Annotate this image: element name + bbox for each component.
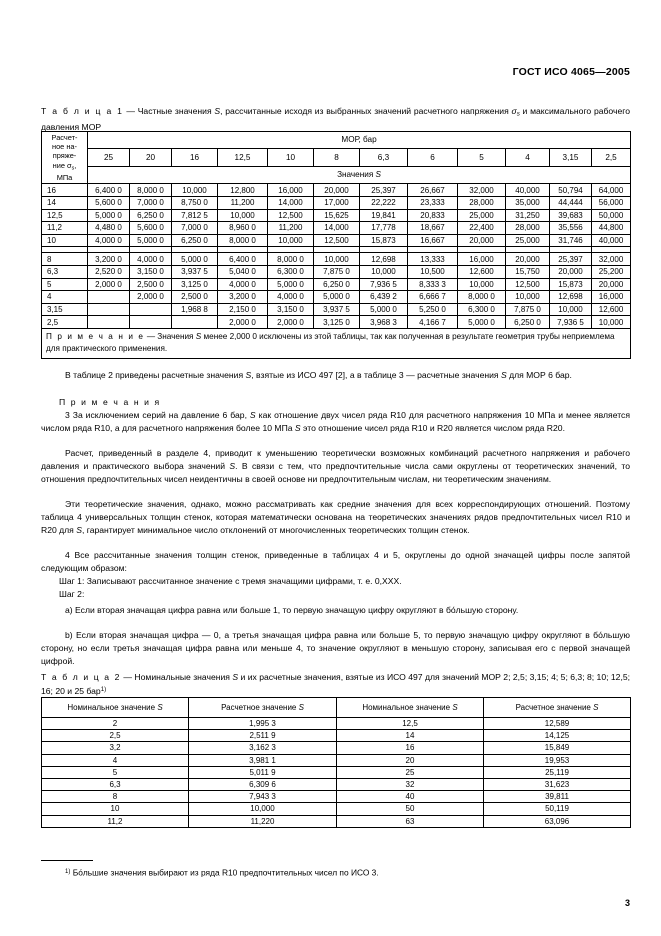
table-row xyxy=(42,253,631,266)
table-row xyxy=(42,766,631,778)
footnote-rule xyxy=(41,860,93,861)
table1-g2-r3-c7: 6,666 7 xyxy=(408,291,458,304)
table1-caption xyxy=(41,105,630,134)
table1-g2-r2-c7: 8,333 3 xyxy=(408,278,458,291)
table-row xyxy=(42,316,631,329)
table2-r1-c2: 14 xyxy=(337,730,484,742)
table1-g1-r1-c10: 44,444 xyxy=(550,196,592,209)
table1-note-text-a: Значения xyxy=(157,331,196,341)
table1-g1-r2-c3: 10,000 xyxy=(218,209,268,222)
table2-r3-c3: 19,953 xyxy=(484,754,631,766)
notes-heading-block xyxy=(41,396,630,409)
table2-r0-c0: 2 xyxy=(42,718,189,730)
table1-g1-r3-c8: 22,400 xyxy=(458,222,506,235)
table1-g2-r2-c2: 3,125 0 xyxy=(172,278,218,291)
table1-g2-r3-c6: 6,439 2 xyxy=(360,291,408,304)
table1-g2-r3-c2: 2,500 0 xyxy=(172,291,218,304)
table1-stub-header xyxy=(42,132,88,184)
table-row xyxy=(42,815,631,827)
table1-g1-r2-stress: 12,5 xyxy=(42,209,88,222)
symbol-s: S xyxy=(245,370,252,380)
table2-r2-c1: 3,162 3 xyxy=(189,742,337,754)
table1-g1-r2-c5: 15,625 xyxy=(314,209,360,222)
table2-r8-c1: 11,220 xyxy=(189,815,337,827)
table2-r5-c0: 6,3 xyxy=(42,778,189,790)
table1-g1-r3-c9: 28,000 xyxy=(506,222,550,235)
table1-g2-r3-c10: 12,698 xyxy=(550,291,592,304)
table-row xyxy=(42,718,631,730)
table1-g2-r5-c2 xyxy=(172,316,218,329)
table1-g2-r3-c0 xyxy=(88,291,130,304)
step-2 xyxy=(41,588,630,601)
table2-r1-c1: 2,511 9 xyxy=(189,730,337,742)
table1-g2-r1-stress: 6,3 xyxy=(42,265,88,278)
table1-g1-r1-c1: 7,000 0 xyxy=(130,196,172,209)
table1-g2-r4-c3: 2,150 0 xyxy=(218,303,268,316)
table1 xyxy=(41,131,630,359)
table2-caption xyxy=(41,671,630,697)
p2-text-a: Расчет, приведенный в разделе 4, приводит к уменьшению теоретически возможных комбинаций расчетного напряжения и рабочего давления и практического выбора значений xyxy=(41,448,630,471)
table1-g1-r2-c6: 19,841 xyxy=(360,209,408,222)
table-row xyxy=(42,278,631,291)
table1-g2-r5-c3: 2,000 0 xyxy=(218,316,268,329)
table1-g1-r2-c4: 12,500 xyxy=(268,209,314,222)
table1-col-head-3: 12,5 xyxy=(218,148,268,166)
table1-g2-r4-c5: 3,937 5 xyxy=(314,303,360,316)
table2-r3-c2: 20 xyxy=(337,754,484,766)
table1-g2-r0-c9: 20,000 xyxy=(506,253,550,266)
table1-caption-text-c: и максимального рабочего давления МОР xyxy=(41,106,630,133)
table1-header-row-mop xyxy=(42,132,631,149)
table2-r6-c3: 39,811 xyxy=(484,791,631,803)
table1-g2-r3-c4: 4,000 0 xyxy=(268,291,314,304)
table1-g2-r3-c1: 2,000 0 xyxy=(130,291,172,304)
table1-g1-r3-stress: 11,2 xyxy=(42,222,88,235)
p1-text-c: для МОР 6 бар. xyxy=(506,370,572,380)
table1-col-head-1: 20 xyxy=(130,148,172,166)
table1-g2-r2-c10: 15,873 xyxy=(550,278,592,291)
table1-g1-r0-c2: 10,000 xyxy=(172,184,218,197)
table2-r8-c0: 11,2 xyxy=(42,815,189,827)
table1-col-head-7: 6 xyxy=(408,148,458,166)
table1-g2-r0-stress: 8 xyxy=(42,253,88,266)
table2-r0-c3: 12,589 xyxy=(484,718,631,730)
table1-g2-r2-c8: 10,000 xyxy=(458,278,506,291)
table1-caption-dash: — xyxy=(123,106,138,116)
table1-g2-r4-c4: 3,150 0 xyxy=(268,303,314,316)
table2-r4-c1: 5,011 9 xyxy=(189,766,337,778)
note3-text-a: 3 За исключением серий на давление 6 бар, xyxy=(65,410,250,420)
table1-g1-r2-c8: 25,000 xyxy=(458,209,506,222)
table1-g2-r2-c11: 20,000 xyxy=(592,278,631,291)
table1-g1-r4-c5: 12,500 xyxy=(314,234,360,247)
table-row xyxy=(42,234,631,247)
note-4 xyxy=(41,549,630,575)
table2-r8-c3: 63,096 xyxy=(484,815,631,827)
table1-g2-r1-c3: 5,040 0 xyxy=(218,265,268,278)
table2-r6-c1: 7,943 3 xyxy=(189,791,337,803)
table1-g2-r1-c7: 10,500 xyxy=(408,265,458,278)
table1-g2-r1-c11: 25,200 xyxy=(592,265,631,278)
table1-g2-r4-c0 xyxy=(88,303,130,316)
table1-g1-r3-c7: 18,667 xyxy=(408,222,458,235)
table1-g2-r4-stress: 3,15 xyxy=(42,303,88,316)
table-row xyxy=(42,222,631,235)
step2-text: Шаг 2: xyxy=(59,589,85,599)
table1-g2-r2-c4: 5,000 0 xyxy=(268,278,314,291)
table2-r2-c2: 16 xyxy=(337,742,484,754)
table1-g2-r5-c0 xyxy=(88,316,130,329)
table1-g2-r1-c5: 7,875 0 xyxy=(314,265,360,278)
table2-col-head-1: Расчетное значение S xyxy=(189,698,337,718)
table1-g2-r1-c4: 6,300 0 xyxy=(268,265,314,278)
symbol-s: S xyxy=(214,106,221,116)
table2-header-row xyxy=(42,698,631,718)
table1-g2-r4-c2: 1,968 8 xyxy=(172,303,218,316)
table1-g2-r1-c9: 15,750 xyxy=(506,265,550,278)
table1-g1-r2-c7: 20,833 xyxy=(408,209,458,222)
table1-col-head-8: 5 xyxy=(458,148,506,166)
p3-text-b: , гарантирует минимальное число отклонений от многочисленных теоретических толщин стенок. xyxy=(81,524,470,535)
table1-g2-r0-c2: 5,000 0 xyxy=(172,253,218,266)
note3-text-c: это отношение чисел ряда R10 и R20 является числом ряда R20. xyxy=(300,422,565,433)
table1-g1-r0-c6: 25,397 xyxy=(360,184,408,197)
table1-g2-r0-c1: 4,000 0 xyxy=(130,253,172,266)
table-row xyxy=(42,209,631,222)
stub-line-4: ние $\sigma_s$, xyxy=(52,160,77,171)
table1-g2-r0-c4: 8,000 0 xyxy=(268,253,314,266)
table1-g2-r1-c0: 2,520 0 xyxy=(88,265,130,278)
table1-g1-r0-c3: 12,800 xyxy=(218,184,268,197)
table1-g1-r0-c8: 32,000 xyxy=(458,184,506,197)
table1-col-head-0: 25 xyxy=(88,148,130,166)
footnote xyxy=(41,866,630,879)
table1-g2-r4-c1 xyxy=(130,303,172,316)
table-row xyxy=(42,184,631,197)
table1-g2-r2-stress: 5 xyxy=(42,278,88,291)
table1-g1-r3-c6: 17,778 xyxy=(360,222,408,235)
table1-g2-r2-c1: 2,500 0 xyxy=(130,278,172,291)
table1-g1-r3-c11: 44,800 xyxy=(592,222,631,235)
table2-r7-c1: 10,000 xyxy=(189,803,337,815)
notes-heading: П р и м е ч а н и я xyxy=(59,397,161,407)
table1-g1-r1-c2: 8,750 0 xyxy=(172,196,218,209)
body-paragraph-2 xyxy=(41,447,630,485)
standard-header: ГОСТ ИСО 4065—2005 xyxy=(512,66,630,78)
p2-text-b: . В связи с тем, что предпочтительные числа сами округлены от теоретических значений, то отношения предпочтительных чисел неидентичны в своей основе ни предпочтительным числам, ни теоретическим значениям. xyxy=(41,460,630,484)
symbol-s: S xyxy=(500,370,507,380)
table1-g1-r1-c0: 5,600 0 xyxy=(88,196,130,209)
step2a-text: а) Если вторая значащая цифра равна или больше 1, то первую значащую цифру округляют в бо́льшую сторону. xyxy=(65,605,519,615)
symbol-s: S xyxy=(249,410,256,420)
table1-col-head-2: 16 xyxy=(172,148,218,166)
table1-mop-title: МОР, бар xyxy=(88,132,631,149)
table1-g1-r4-c2: 6,250 0 xyxy=(172,234,218,247)
table1-g2-r4-c9: 7,875 0 xyxy=(506,303,550,316)
table2-footnote-marker: 1) xyxy=(100,685,107,693)
symbol-sigma-s: $\sigma_s$ xyxy=(511,106,520,118)
table2-r4-c2: 25 xyxy=(337,766,484,778)
table2-r7-c0: 10 xyxy=(42,803,189,815)
table2-r7-c3: 50,119 xyxy=(484,803,631,815)
table1-note-row xyxy=(42,328,631,358)
table1-g1-r3-c0: 4,480 0 xyxy=(88,222,130,235)
table1-g1-r2-c10: 39,683 xyxy=(550,209,592,222)
table1-g2-r5-c11: 10,000 xyxy=(592,316,631,329)
table1-g2-r5-stress: 2,5 xyxy=(42,316,88,329)
table1-g1-r0-c11: 64,000 xyxy=(592,184,631,197)
table1-g1-r3-c1: 5,600 0 xyxy=(130,222,172,235)
table1-g1-r3-c3: 8,960 0 xyxy=(218,222,268,235)
table1-g1-r4-c4: 10,000 xyxy=(268,234,314,247)
table1-g2-r3-c3: 3,200 0 xyxy=(218,291,268,304)
table1-col-head-6: 6,3 xyxy=(360,148,408,166)
table1-g2-r0-c7: 13,333 xyxy=(408,253,458,266)
table-row xyxy=(42,730,631,742)
table-row xyxy=(42,265,631,278)
table1-g1-r2-c1: 6,250 0 xyxy=(130,209,172,222)
table1-g1-r3-c10: 35,556 xyxy=(550,222,592,235)
table1-g2-r3-c8: 8,000 0 xyxy=(458,291,506,304)
step1-text: Шаг 1: Записывают рассчитанное значение с тремя значащими цифрами, т. е. 0,XXX. xyxy=(59,576,402,586)
symbol-s: S xyxy=(294,422,301,433)
table1-g1-r0-c9: 40,000 xyxy=(506,184,550,197)
table2-r4-c0: 5 xyxy=(42,766,189,778)
body-paragraph-1 xyxy=(41,369,630,382)
table1-g1-r1-c5: 17,000 xyxy=(314,196,360,209)
table1-g1-r4-c0: 4,000 0 xyxy=(88,234,130,247)
table1-g1-r3-c2: 7,000 0 xyxy=(172,222,218,235)
table1-values-title: Значения S xyxy=(88,166,631,184)
table-row xyxy=(42,778,631,790)
table1-g1-r0-c4: 16,000 xyxy=(268,184,314,197)
table1-g2-r4-c8: 6,300 0 xyxy=(458,303,506,316)
table1-g2-r2-c5: 6,250 0 xyxy=(314,278,360,291)
table1-g2-r4-c7: 5,250 0 xyxy=(408,303,458,316)
step2b-text: b) Если вторая значащая цифра — 0, а третья значащая цифра равна или больше 5, то первую значащую цифру округляют в бо́льшую сторону, но если третья значащая цифра равна или меньше 4, то значение округляют в меньшую сторону, записывая его с первой значащей цифрой. xyxy=(41,630,630,666)
footnote-marker: 1) xyxy=(65,869,71,875)
table1-g2-r5-c8: 5,000 0 xyxy=(458,316,506,329)
table2-r7-c2: 50 xyxy=(337,803,484,815)
p1-text-a: В таблице 2 приведены расчетные значения xyxy=(65,370,246,380)
stub-line-1: Расчет- xyxy=(51,133,78,142)
table1-g2-r3-c5: 5,000 0 xyxy=(314,291,360,304)
symbol-s: S xyxy=(232,672,239,682)
table1-caption-text-b: , рассчитанные исходя из выбранных значений расчетного напряжения xyxy=(220,106,512,116)
table1-g2-r0-c10: 25,397 xyxy=(550,253,592,266)
stub-line-2: ное на- xyxy=(51,142,77,152)
p3-text-a: Эти теоретические значения, однако, можно рассматривать как средние значения для всех корреспондирующих отношений. Поэтому таблица 4 универсальных толщин стенок, которая математически основана на теоретических значениях рядов предпочтительных чисел R10 и R20 для xyxy=(41,499,630,535)
table1-g2-r0-c11: 32,000 xyxy=(592,253,631,266)
table1-g1-r3-c4: 11,200 xyxy=(268,222,314,235)
table1-g2-r5-c9: 6,250 0 xyxy=(506,316,550,329)
table1-g2-r5-c4: 2,000 0 xyxy=(268,316,314,329)
table1-g1-r1-stress: 14 xyxy=(42,196,88,209)
table1-g2-r1-c2: 3,937 5 xyxy=(172,265,218,278)
symbol-s: S xyxy=(76,524,82,535)
table1-g1-r4-c3: 8,000 0 xyxy=(218,234,268,247)
table2-r6-c0: 8 xyxy=(42,791,189,803)
table1-col-head-9: 4 xyxy=(506,148,550,166)
table1-g1-r2-c11: 50,000 xyxy=(592,209,631,222)
table1-g2-r1-c1: 3,150 0 xyxy=(130,265,172,278)
table2-r4-c3: 25,119 xyxy=(484,766,631,778)
note4-text: 4 Все рассчитанные значения толщин стенок, приведенные в таблицах 4 и 5, округлены до одной значащей цифры после запятой следующим образом: xyxy=(41,550,630,573)
table-row xyxy=(42,196,631,209)
table2-col-head-0: Номинальное значение S xyxy=(42,698,189,718)
table2-col-head-3: Расчетное значение S xyxy=(484,698,631,718)
table1-g2-r4-c11: 12,600 xyxy=(592,303,631,316)
table1-g1-r4-stress: 10 xyxy=(42,234,88,247)
table1-g1-r0-c1: 8,000 0 xyxy=(130,184,172,197)
table1-col-head-11: 2,5 xyxy=(592,148,631,166)
table2-r8-c2: 63 xyxy=(337,815,484,827)
body-paragraph-3 xyxy=(41,498,630,536)
table1-g1-r1-c4: 14,000 xyxy=(268,196,314,209)
table1-g2-r1-c6: 10,000 xyxy=(360,265,408,278)
table1-g1-r0-stress: 16 xyxy=(42,184,88,197)
table1-g1-r0-c10: 50,794 xyxy=(550,184,592,197)
table1-g1-r1-c9: 35,000 xyxy=(506,196,550,209)
table-row xyxy=(42,742,631,754)
table-row xyxy=(42,791,631,803)
table1-g1-r2-c9: 31,250 xyxy=(506,209,550,222)
table1-caption-text-a: Частные значения xyxy=(137,106,215,116)
table1-g1-r0-c7: 26,667 xyxy=(408,184,458,197)
table-row xyxy=(42,291,631,304)
stub-line-5: МПа xyxy=(56,173,73,183)
step-1 xyxy=(41,575,630,588)
table-row xyxy=(42,303,631,316)
table2-col-head-2: Номинальное значение S xyxy=(337,698,484,718)
table1-g1-r1-c3: 11,200 xyxy=(218,196,268,209)
table1-g2-r2-c0: 2,000 0 xyxy=(88,278,130,291)
table1-g1-r1-c11: 56,000 xyxy=(592,196,631,209)
table1-note-dash: — xyxy=(144,331,158,341)
table-row xyxy=(42,754,631,766)
table1-g1-r1-c8: 28,000 xyxy=(458,196,506,209)
table2-caption-label: Т а б л и ц а 2 xyxy=(41,672,122,682)
table1-g1-r3-c5: 14,000 xyxy=(314,222,360,235)
table2-r1-c3: 14,125 xyxy=(484,730,631,742)
table2 xyxy=(41,697,630,828)
table1-g1-r1-c6: 22,222 xyxy=(360,196,408,209)
table1-g1-r0-c5: 20,000 xyxy=(314,184,360,197)
stub-line-3: пряже- xyxy=(52,151,77,161)
table2-caption-dash: — xyxy=(121,672,135,682)
table2-r3-c1: 3,981 1 xyxy=(189,754,337,766)
table1-g2-r0-c8: 16,000 xyxy=(458,253,506,266)
table1-g2-r2-c6: 7,936 5 xyxy=(360,278,408,291)
table1-g1-r4-c9: 25,000 xyxy=(506,234,550,247)
symbol-s: S xyxy=(195,331,202,341)
table1-note xyxy=(42,328,631,358)
step-2a xyxy=(41,604,630,617)
table1-g2-r4-c6: 5,000 0 xyxy=(360,303,408,316)
symbol-s: S xyxy=(229,460,236,471)
table2-r1-c0: 2,5 xyxy=(42,730,189,742)
table2-caption-text-a: Номинальные значения xyxy=(134,672,233,682)
table2-caption-text-b: и их расчетные значения, взятые из ИСО 497 для значений МОР 2; 2,5; 3,15; 4; 5; 6,3; 8; 10; 12,5; 16; 20 и 25 бар xyxy=(41,672,630,696)
table2-r3-c0: 4 xyxy=(42,754,189,766)
table1-g2-r5-c6: 3,968 3 xyxy=(360,316,408,329)
table2-r0-c1: 1,995 3 xyxy=(189,718,337,730)
table1-g1-r4-c10: 31,746 xyxy=(550,234,592,247)
footnote-text: Бо́льшие значения выбирают из ряда R10 предпочтительных чисел по ИСО 3. xyxy=(72,867,379,878)
table2-r0-c2: 12,5 xyxy=(337,718,484,730)
p1-text-b: , взятые из ИСО 497 [2], а в таблице 3 — расчетные значения xyxy=(251,370,501,380)
note-3 xyxy=(41,409,630,435)
table1-note-label: П р и м е ч а н и е xyxy=(46,331,145,341)
table1-g2-r5-c1 xyxy=(130,316,172,329)
table1-g1-r4-c1: 5,000 0 xyxy=(130,234,172,247)
table2-r5-c3: 31,623 xyxy=(484,778,631,790)
table1-g2-r2-c9: 12,500 xyxy=(506,278,550,291)
table1-g2-r3-c9: 10,000 xyxy=(506,291,550,304)
table1-g2-r4-c10: 10,000 xyxy=(550,303,592,316)
table1-g1-r0-c0: 6,400 0 xyxy=(88,184,130,197)
table2-r5-c1: 6,309 6 xyxy=(189,778,337,790)
table1-header-row-columns xyxy=(42,148,631,166)
table1-g2-r5-c5: 3,125 0 xyxy=(314,316,360,329)
step-2b xyxy=(41,629,630,667)
table1-g1-r2-c2: 7,812 5 xyxy=(172,209,218,222)
table1-caption-label: Т а б л и ц а 1 xyxy=(41,106,124,116)
table1-g1-r4-c8: 20,000 xyxy=(458,234,506,247)
table-row xyxy=(42,803,631,815)
table1-g2-r0-c5: 10,000 xyxy=(314,253,360,266)
table1-g1-r4-c6: 15,873 xyxy=(360,234,408,247)
table1-g1-r4-c11: 40,000 xyxy=(592,234,631,247)
table1-g2-r1-c8: 12,600 xyxy=(458,265,506,278)
table1-g2-r3-c11: 16,000 xyxy=(592,291,631,304)
table1-g2-r3-stress: 4 xyxy=(42,291,88,304)
table2-r6-c2: 40 xyxy=(337,791,484,803)
table1-g2-r5-c10: 7,936 5 xyxy=(550,316,592,329)
note3-text-b: как отношение двух чисел ряда R10 для расчетного напряжения 10 МПа и менее является числом ряда R10, а для расчетного напряжения более 10 МПа xyxy=(41,410,630,433)
table2-r2-c0: 3,2 xyxy=(42,742,189,754)
table2-r5-c2: 32 xyxy=(337,778,484,790)
table2-r2-c3: 15,849 xyxy=(484,742,631,754)
table1-g1-r4-c7: 16,667 xyxy=(408,234,458,247)
table1-g1-r1-c7: 23,333 xyxy=(408,196,458,209)
table1-g2-r0-c6: 12,698 xyxy=(360,253,408,266)
table1-header-row-values xyxy=(42,166,631,184)
table1-g2-r5-c7: 4,166 7 xyxy=(408,316,458,329)
table1-g2-r0-c0: 3,200 0 xyxy=(88,253,130,266)
table1-g2-r2-c3: 4,000 0 xyxy=(218,278,268,291)
table1-col-head-5: 8 xyxy=(314,148,360,166)
table1-note-text-b: менее 2,000 0 исключены из этой таблицы, так как полученная в результате геометрия трубы неприемлема для практического применения. xyxy=(46,331,615,353)
table1-g1-r2-c0: 5,000 0 xyxy=(88,209,130,222)
page-number: 3 xyxy=(624,898,630,908)
table1-col-head-10: 3,15 xyxy=(550,148,592,166)
table1-g2-r1-c10: 20,000 xyxy=(550,265,592,278)
table1-g2-r0-c3: 6,400 0 xyxy=(218,253,268,266)
table1-col-head-4: 10 xyxy=(268,148,314,166)
